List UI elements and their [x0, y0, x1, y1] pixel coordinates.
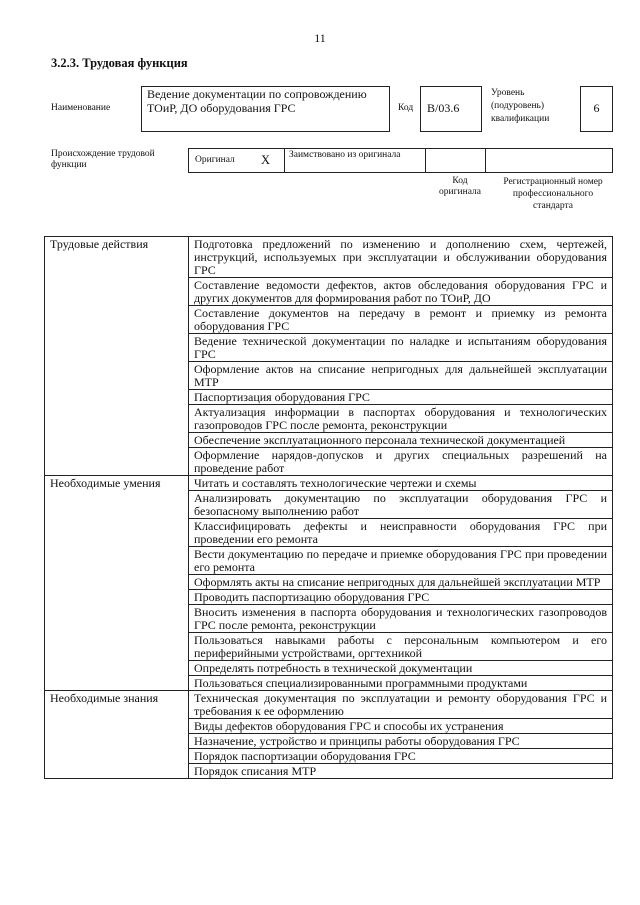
item-cell: Вести документацию по передаче и приемке оборудования ГРС при проведении его ремонта	[189, 547, 613, 575]
item-cell: Паспортизация оборудования ГРС	[189, 390, 613, 405]
item-cell: Техническая документация по эксплуатации и ремонту оборудования ГРС и требования к ее оформлению	[189, 691, 613, 719]
item-cell: Оформлять акты на списание непригодных для дальнейшей эксплуатации МТР	[189, 575, 613, 590]
original-label: Оригинал	[195, 155, 235, 165]
reg-number-label: Регистрационный номер профессионального стандарта	[503, 177, 603, 211]
category-cell: Необходимые умения	[45, 476, 189, 691]
page-number: 11	[314, 31, 326, 45]
item-cell: Подготовка предложений по изменению и дополнению схем, чертежей, инструкций, используемых при эксплуатации и обслуживании оборудования ГРС	[189, 237, 613, 278]
table-row	[45, 691, 613, 719]
borrowed-label: Заимствовано из оригинала	[285, 148, 426, 173]
origin-label: Происхождение трудовой функции	[51, 149, 155, 170]
origin-row	[188, 148, 613, 173]
function-code: В/03.6	[420, 86, 482, 132]
category-cell: Необходимые знания	[45, 691, 189, 779]
function-details-table	[44, 236, 613, 779]
item-cell: Вносить изменения в паспорта оборудования и технологических газопроводов ГРС после ремонта, реконструкции	[189, 605, 613, 633]
qualification-level: 6	[580, 86, 613, 132]
original-code-cell	[426, 148, 486, 173]
item-cell: Назначение, устройство и принципы работы оборудования ГРС	[189, 734, 613, 749]
item-cell: Оформление нарядов-допусков и других специальных разрешений на проведение работ	[189, 448, 613, 476]
item-cell: Составление документов на передачу в ремонт и приемку из ремонта оборудования ГРС	[189, 306, 613, 334]
item-cell: Читать и составлять технологические чертежи и схемы	[189, 476, 613, 491]
original-mark: X	[261, 153, 271, 167]
function-name: Ведение документации по сопровождению ТОиР, ДО оборудования ГРС	[141, 86, 390, 132]
code-original-label: Код оригинала	[439, 176, 481, 197]
item-cell: Оформление актов на списание непригодных для дальнейшей эксплуатации МТР	[189, 362, 613, 390]
item-cell: Пользоваться навыками работы с персональным компьютером и его периферийными устройствами, оргтехникой	[189, 633, 613, 661]
level-label: Уровень (подуровень) квалификации	[491, 88, 550, 124]
table-row	[45, 237, 613, 278]
item-cell: Проводить паспортизацию оборудования ГРС	[189, 590, 613, 605]
item-cell: Актуализация информации в паспортах оборудования и технологических газопроводов ГРС после ремонта, реконструкции	[189, 405, 613, 433]
item-cell: Ведение технической документации по наладке и испытаниям оборудования ГРС	[189, 334, 613, 362]
code-label: Код	[398, 103, 414, 113]
item-cell: Составление ведомости дефектов, актов обследования оборудования ГРС и других документов для формирования работ по ТОиР, ДО	[189, 278, 613, 306]
item-cell: Порядок списания МТР	[189, 764, 613, 779]
item-cell: Классифицировать дефекты и неисправности оборудования ГРС при проведении его ремонта	[189, 519, 613, 547]
item-cell: Виды дефектов оборудования ГРС и способы их устранения	[189, 719, 613, 734]
item-cell: Порядок паспортизации оборудования ГРС	[189, 749, 613, 764]
item-cell: Пользоваться специализированными программными продуктами	[189, 676, 613, 691]
name-label: Наименование	[51, 103, 111, 113]
item-cell: Обеспечение эксплуатационного персонала технической документацией	[189, 433, 613, 448]
category-cell: Трудовые действия	[45, 237, 189, 476]
section-heading: 3.2.3. Трудовая функция	[51, 56, 188, 70]
reg-number-cell	[486, 148, 613, 173]
original-cell	[188, 148, 285, 173]
table-row	[45, 476, 613, 491]
item-cell: Определять потребность в технической документации	[189, 661, 613, 676]
item-cell: Анализировать документацию по эксплуатации оборудования ГРС и безопасному выполнению работ	[189, 491, 613, 519]
